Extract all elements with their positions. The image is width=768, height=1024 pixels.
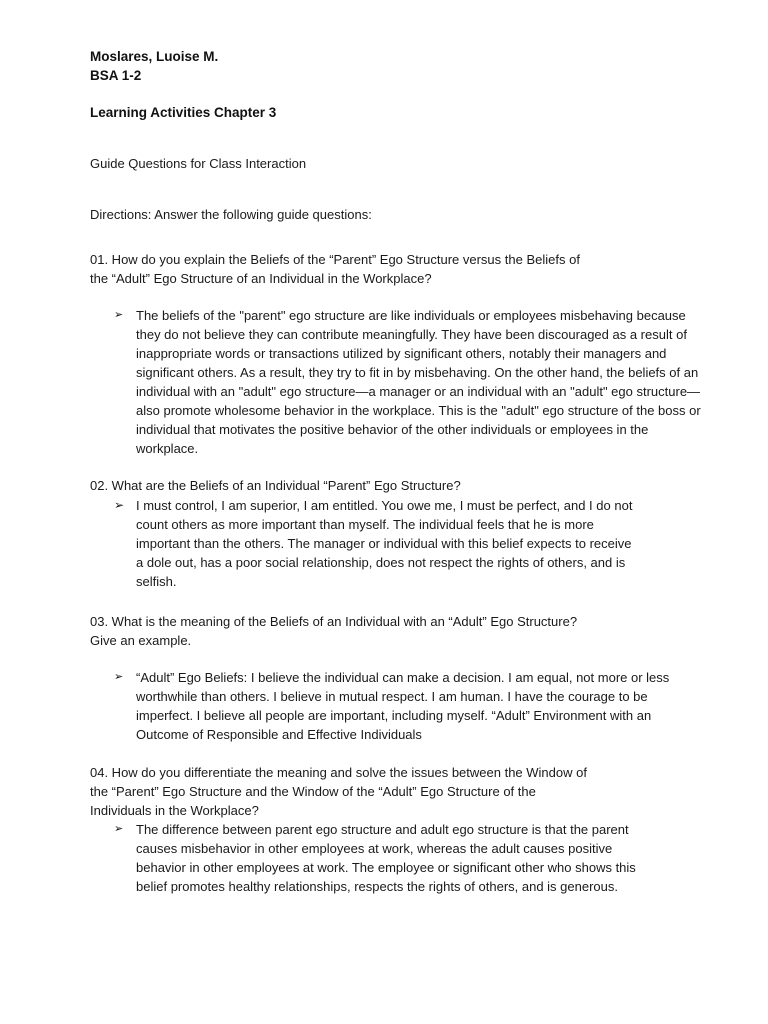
document-subtitle: Guide Questions for Class Interaction — [90, 156, 307, 171]
arrow-bullet-icon: ➢ — [114, 671, 124, 683]
answer-4: The difference between parent ego structure and adult ego structure is that the parent causes misbehavior in other employees at work, whereas the adult causes positive behavior in other employees at work. The employee or significant other who shows this belief promotes healthy relationships, respects the rights of others, and is generous. — [136, 822, 636, 894]
student-name: Moslares, Luoise M. — [90, 49, 219, 64]
answer-3: “Adult” Ego Beliefs: I believe the individual can make a decision. I am equal, not more or less worthwhile than others. I believe in mutual respect. I am human. I have the courage to be imperfect. I believe all people are important, including myself. “Adult” Environment with an Outcome of Responsible and Effective Individuals — [136, 670, 670, 742]
question-1-line-1: 01. How do you explain the Beliefs of the “Parent” Ego Structure versus the Beliefs of — [90, 252, 580, 267]
question-3-line-2: Give an example. — [90, 633, 192, 648]
directions-text: Directions: Answer the following guide questions: — [90, 207, 372, 222]
question-1-line-2: the “Adult” Ego Structure of an Individual in the Workplace? — [90, 271, 432, 286]
answer-1: The beliefs of the "parent" ego structure are like individuals or employees misbehaving because they do not believe they can contribute meaningfully. They have been discouraged as a result of inappropriate words or transactions utilized by significant others, notably their managers and significant others. As a result, they try to fit in by misbehaving. On the other hand, the beliefs of an individual with an "adult" ego structure—a manager or an individual with an "adult" ego structure—also promote wholesome behavior in the workplace. This is the "adult" ego structure of the boss or individual that motivates the positive behavior of the other individuals or employees in the workplace. — [136, 308, 701, 456]
course-section: BSA 1-2 — [90, 68, 142, 83]
arrow-bullet-icon: ➢ — [114, 823, 124, 835]
answer-2: I must control, I am superior, I am entitled. You owe me, I must be perfect, and I do not count others as more important than myself. The individual feels that he is more important than the others. The manager or individual with this belief expects to receive a dole out, has a poor social relationship, does not respect the rights of others, and is selfish. — [136, 498, 633, 589]
question-3 — [90, 612, 650, 650]
arrow-bullet-icon: ➢ — [114, 309, 124, 321]
question-1 — [90, 250, 650, 288]
question-2 — [90, 476, 650, 495]
question-2-line-1: 02. What are the Beliefs of an Individual “Parent” Ego Structure? — [90, 478, 461, 493]
question-4-line-3: Individuals in the Workplace? — [90, 803, 259, 818]
question-4-line-2: the “Parent” Ego Structure and the Window of the “Adult” Ego Structure of the — [90, 784, 536, 799]
arrow-bullet-icon: ➢ — [114, 498, 125, 512]
question-4 — [90, 763, 650, 820]
question-4-line-1: 04. How do you differentiate the meaning and solve the issues between the Window of — [90, 765, 587, 780]
question-3-line-1: 03. What is the meaning of the Beliefs of an Individual with an “Adult” Ego Structure? — [90, 614, 578, 629]
document-title: Learning Activities Chapter 3 — [90, 105, 277, 120]
